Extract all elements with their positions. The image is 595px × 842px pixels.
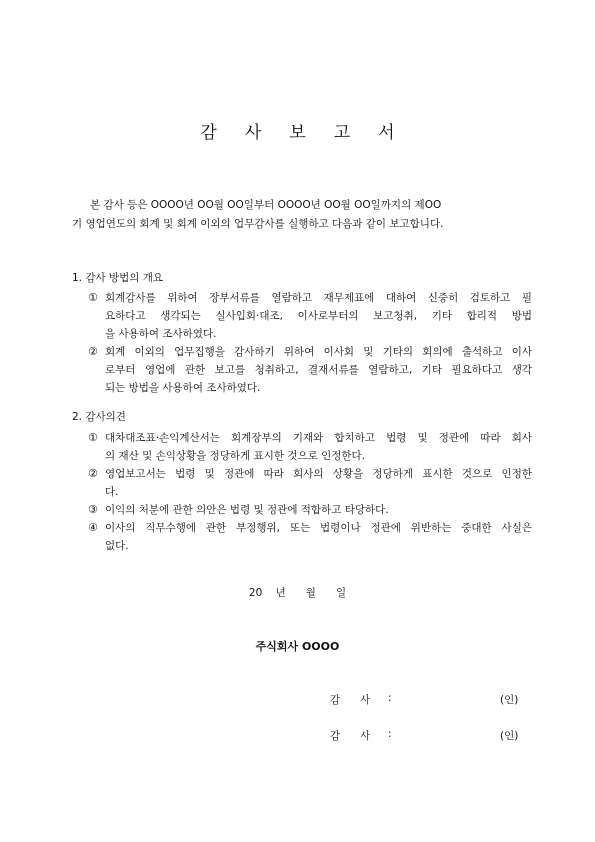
list-item (72, 501, 532, 519)
auditor-label: 감 사 (330, 730, 371, 742)
item-line: 영업보고서는 법령 및 정관에 따라 회사의 상황을 정당하게 표시한 것으로 인정한 (105, 468, 532, 480)
item-number: ② (88, 467, 98, 480)
item-line: 다. (105, 486, 119, 498)
intro-line: 본 감사 등은 OOOO년 OO월 OO일부터 OOOO년 OO월 OO일까지의 제OO (90, 199, 442, 211)
list-item (72, 519, 532, 555)
auditor-colon: : (388, 692, 392, 704)
section-heading: 2. 감사의견 (72, 411, 126, 423)
section-heading: 1. 감사 방법의 개요 (72, 272, 164, 284)
item-number: ④ (88, 521, 98, 534)
item-number: ③ (88, 503, 98, 516)
item-line: 없다. (105, 540, 129, 552)
item-line: 로부터 영업에 관한 보고를 청취하고, 결재서류를 열람하고, 기타 필요하다고 생각 (105, 364, 532, 376)
list-item (72, 289, 532, 343)
item-line: 이익의 처분에 관한 의안은 법령 및 정관에 적합하고 타당하다. (105, 504, 389, 516)
item-line: 이사의 직무수행에 관한 부정행위, 또는 법령이나 정관에 위반하는 중대한 사실은 (105, 522, 532, 534)
item-number: ② (88, 345, 98, 358)
list-item (72, 465, 532, 501)
item-number: ① (88, 291, 98, 304)
seal-mark: (인) (500, 694, 519, 706)
title-char: 고 (333, 123, 351, 143)
company-name: 주식회사 OOOO (255, 640, 340, 653)
intro-paragraph (72, 196, 532, 234)
item-line: 을 사용하여 조사하였다. (105, 328, 217, 340)
title-char: 서 (378, 123, 395, 143)
title-char: 감 (200, 123, 217, 143)
intro-line: 기 영업연도의 회계 및 회계 이외의 업무감사를 실행하고 다음과 같이 보고합니다. (72, 218, 444, 230)
auditor-signature-line (0, 692, 595, 710)
item-line: 회계감사를 위하여 장부서류를 열람하고 재무제표에 대하여 신중히 검토하고 필 (105, 292, 532, 304)
section-audit-method (72, 269, 532, 397)
item-line: 회계 이외의 업무집행을 감사하기 위하여 이사회 및 기타의 회의에 출석하고 이사 (105, 346, 532, 358)
section-audit-opinion (72, 408, 532, 555)
list-item (72, 343, 532, 397)
auditor-colon: : (388, 728, 392, 740)
item-line: 의 재산 및 손익상황을 정당하게 표시한 것으로 인정한다. (105, 450, 365, 462)
list-item (72, 429, 532, 465)
title-char: 보 (289, 123, 306, 143)
auditor-label: 감 사 (330, 694, 371, 706)
item-line: 요하다고 생각되는 실사입회·대조, 이사로부터의 보고청취, 기타 합리적 방법 (105, 310, 532, 322)
auditor-signature-line (0, 728, 595, 746)
date-line: 20 년 월 일 (248, 587, 347, 599)
seal-mark: (인) (500, 730, 519, 742)
item-line: 되는 방법을 사용하여 조사하였다. (105, 382, 261, 394)
title-char: 사 (244, 123, 262, 143)
page-title (0, 118, 595, 143)
item-number: ① (88, 431, 98, 444)
item-line: 대차대조표·손익계산서는 회계장부의 기재와 합치하고 법령 및 정관에 따라 회사 (105, 432, 532, 444)
